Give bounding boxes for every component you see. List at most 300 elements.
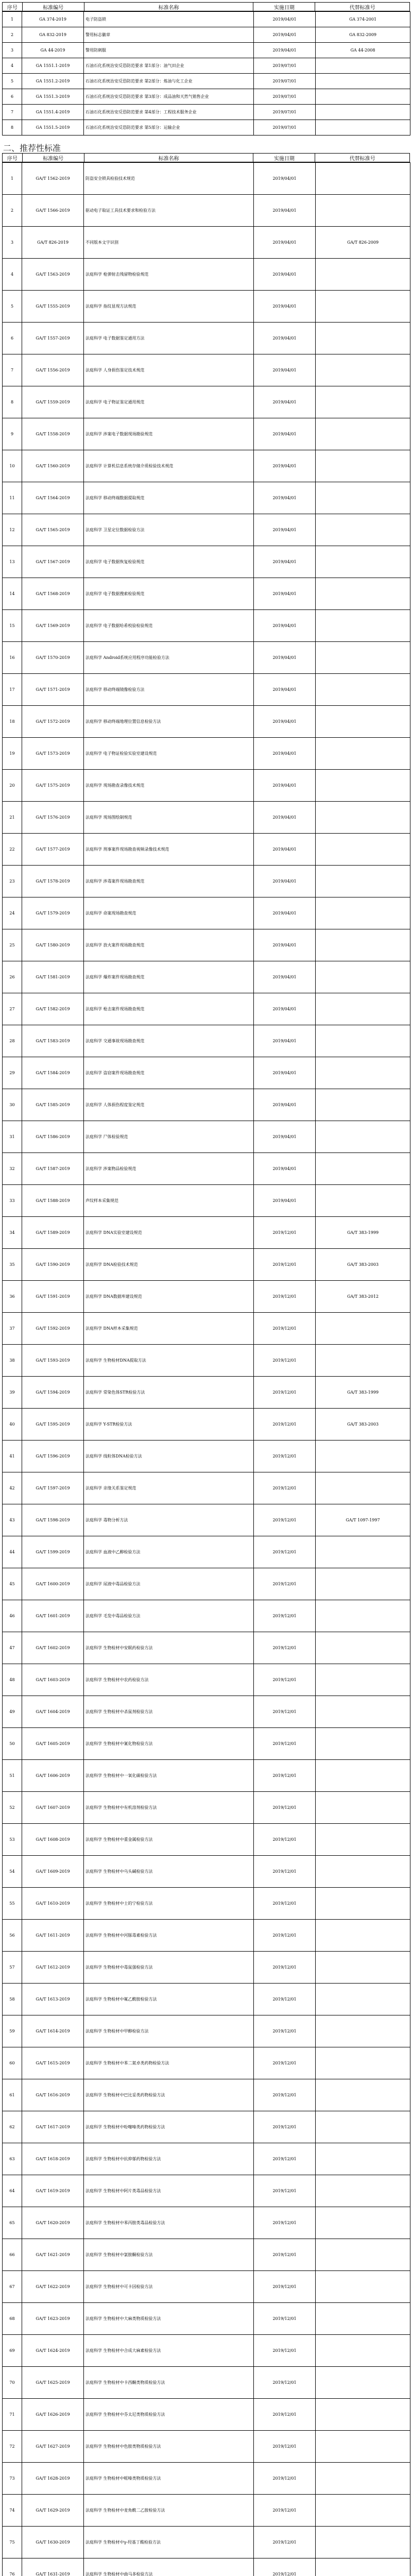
cell-date: 2019/12/01 (254, 2239, 316, 2271)
cell-code: GA/T 1613-2019 (22, 1984, 84, 2015)
cell-name: 法庭科学 生物检材中氯胺酮检验方法 (84, 2239, 254, 2271)
cell-replaces (316, 2335, 410, 2367)
cell-date: 2019/04/01 (254, 642, 316, 674)
cell-name: 法庭科学 生物检材中安眠药检验方法 (84, 1632, 254, 1664)
cell-name: 法庭科学 涉毒案件现场勘查规范 (84, 866, 254, 897)
cell-name: 不同版本文字识别 (84, 227, 254, 259)
cell-replaces (316, 323, 410, 354)
cell-index: 18 (3, 706, 22, 738)
table-row (3, 2015, 410, 2047)
cell-date: 2019/12/01 (254, 1600, 316, 1632)
cell-name: 电子防盗锁 (84, 12, 254, 27)
cell-replaces (316, 1632, 410, 1664)
cell-name: 法庭科学 卫星定位数据检验方法 (84, 514, 254, 546)
cell-name: 法庭科学 生物检材中苯丙胺类毒品检验方法 (84, 2207, 254, 2239)
cell-index: 68 (3, 2303, 22, 2335)
cell-name: 法庭科学 Y-STR检验方法 (84, 1409, 254, 1440)
table-row (3, 74, 410, 89)
cell-name: 法庭科学 电子数据鉴定通用方法 (84, 323, 254, 354)
cell-date: 2019/04/01 (254, 770, 316, 802)
cell-name: 法庭科学 生物检材中氰化物检验方法 (84, 1728, 254, 1760)
cell-index: 55 (3, 1888, 22, 1920)
cell-name: 法庭科学 生物检材中色胺类物质检验方法 (84, 2431, 254, 2463)
cell-date: 2019/12/01 (254, 1345, 316, 1377)
cell-name: 法庭科学 生物检材中苯二氮卓类药物检验方法 (84, 2047, 254, 2079)
cell-code: GA/T 1631-2019 (22, 2558, 84, 2576)
cell-name: 法庭科学 生物检材中卡西酮类物质检验方法 (84, 2367, 254, 2399)
cell-name: 法庭科学 电子数据搜索检验规范 (84, 578, 254, 610)
cell-index: 38 (3, 1345, 22, 1377)
table-row (3, 2047, 410, 2079)
table-row (3, 2463, 410, 2495)
cell-name: 法庭科学 生物检材中γ-羟基丁酸检验方法 (84, 2527, 254, 2558)
cell-replaces (316, 961, 410, 993)
cell-name: 警用标志徽章 (84, 27, 254, 43)
cell-date: 2019/12/01 (254, 2367, 316, 2399)
cell-index: 19 (3, 738, 22, 770)
cell-index: 75 (3, 2527, 22, 2558)
cell-date: 2019/04/01 (254, 610, 316, 642)
cell-name: 法庭科学 生物检材中重金属检验方法 (84, 1824, 254, 1856)
cell-replaces (316, 929, 410, 961)
cell-name: 法庭科学 放火案件现场勘查规范 (84, 929, 254, 961)
table-row (3, 578, 410, 610)
cell-index: 64 (3, 2175, 22, 2207)
cell-date: 2019/04/01 (254, 12, 316, 27)
cell-date: 2019/04/01 (254, 1153, 316, 1185)
cell-replaces (316, 578, 410, 610)
cell-replaces (316, 195, 410, 227)
cell-name: 法庭科学 涉案电子数据现场勘验规范 (84, 418, 254, 450)
table-row (3, 2303, 410, 2335)
cell-index: 54 (3, 1856, 22, 1888)
cell-code: GA/T 1562-2019 (22, 163, 84, 195)
cell-code: GA/T 1592-2019 (22, 1313, 84, 1345)
cell-code: GA/T 1625-2019 (22, 2367, 84, 2399)
cell-replaces (316, 2239, 410, 2271)
cell-code: GA/T 1582-2019 (22, 993, 84, 1025)
table-row (3, 195, 410, 227)
cell-replaces (316, 89, 410, 105)
cell-date: 2019/12/01 (254, 2399, 316, 2431)
table-row (3, 450, 410, 482)
cell-index: 4 (3, 58, 22, 74)
cell-name: 法庭科学 生物检材中吩噻嗪类药物检验方法 (84, 2111, 254, 2143)
cell-replaces: GA/T 383-2012 (316, 1281, 410, 1313)
table-row (3, 323, 410, 354)
cell-index: 47 (3, 1632, 22, 1664)
cell-date: 2019/12/01 (254, 1568, 316, 1600)
cell-name: 法庭科学 DNA数据库建设规范 (84, 1281, 254, 1313)
table-row (3, 2271, 410, 2303)
cell-date: 2019/04/01 (254, 482, 316, 514)
cell-replaces (316, 2558, 410, 2576)
cell-code: GA/T 1555-2019 (22, 291, 84, 323)
cell-name: 法庭科学 常染色体STR检验方法 (84, 1377, 254, 1409)
cell-code: GA/T 1567-2019 (22, 546, 84, 578)
cell-index: 5 (3, 291, 22, 323)
cell-code: GA/T 1610-2019 (22, 1888, 84, 1920)
table-row (3, 1057, 410, 1089)
cell-index: 5 (3, 74, 22, 89)
cell-date: 2019/12/01 (254, 1952, 316, 1984)
cell-replaces (316, 1345, 410, 1377)
cell-replaces (316, 610, 410, 642)
cell-index: 65 (3, 2207, 22, 2239)
table-row (3, 1760, 410, 1792)
cell-index: 6 (3, 323, 22, 354)
cell-index: 51 (3, 1760, 22, 1792)
cell-index: 50 (3, 1728, 22, 1760)
cell-name: 石油石化系统治安反恐防范要求 第5部分：运输企业 (84, 120, 254, 135)
table-row (3, 1984, 410, 2015)
cell-replaces (316, 120, 410, 135)
table-row (3, 1888, 410, 1920)
cell-name: 法庭科学 电子物证鉴定通用规范 (84, 386, 254, 418)
cell-name: 法庭科学 现场勘查录像技术规范 (84, 770, 254, 802)
cell-code: GA/T 1576-2019 (22, 802, 84, 834)
cell-date: 2019/12/01 (254, 2143, 316, 2175)
table-row (3, 1281, 410, 1313)
cell-name: 法庭科学 亲缘关系鉴定规范 (84, 1472, 254, 1504)
table-row (3, 227, 410, 259)
cell-name: 法庭科学 生物检材中一氧化碳检验方法 (84, 1760, 254, 1792)
cell-name: 法庭科学 涉案物品检验规范 (84, 1153, 254, 1185)
cell-replaces (316, 105, 410, 120)
cell-index: 21 (3, 802, 22, 834)
cell-name: 法庭科学 指纹显现方法规范 (84, 291, 254, 323)
table-row (3, 1664, 410, 1696)
table-row (3, 1153, 410, 1185)
cell-index: 25 (3, 929, 22, 961)
cell-replaces (316, 642, 410, 674)
cell-code: GA/T 1618-2019 (22, 2143, 84, 2175)
section2-header-row (2, 153, 410, 162)
cell-name: 法庭科学 生物检材中曲马多检验方法 (84, 2558, 254, 2576)
cell-name: 法庭科学 电子数据哈希校验检验规范 (84, 610, 254, 642)
cell-index: 53 (3, 1824, 22, 1856)
col-header-code: 标准编号 (22, 3, 84, 11)
cell-name: 石油石化系统治安反恐防范要求 第4部分：工程技术服务企业 (84, 105, 254, 120)
cell-name: 法庭科学 命案现场勘查规范 (84, 897, 254, 929)
cell-index: 58 (3, 1984, 22, 2015)
cell-name: 法庭科学 生物检材中有机溶剂检验方法 (84, 1792, 254, 1824)
table-row (3, 1728, 410, 1760)
cell-index: 32 (3, 1153, 22, 1185)
cell-name: 法庭科学 枪击案件现场勘查规范 (84, 993, 254, 1025)
cell-name: 石油石化系统治安反恐防范要求 第1部分：油气田企业 (84, 58, 254, 74)
cell-code: GA/T 1621-2019 (22, 2239, 84, 2271)
cell-code: GA/T 1598-2019 (22, 1504, 84, 1536)
cell-date: 2019/04/01 (254, 1025, 316, 1057)
cell-replaces: GA 832-2009 (316, 27, 410, 43)
cell-replaces (316, 1984, 410, 2015)
table-row (3, 418, 410, 450)
table-row (3, 2335, 410, 2367)
cell-date: 2019/12/01 (254, 2271, 316, 2303)
col-header-replace: 代替标准号 (315, 154, 410, 162)
cell-date: 2019/12/01 (254, 1440, 316, 1472)
cell-date: 2019/12/01 (254, 1696, 316, 1728)
table-row (3, 738, 410, 770)
cell-code: GA 832-2019 (22, 27, 84, 43)
cell-index: 39 (3, 1377, 22, 1409)
cell-name: 法庭科学 生物检材DNA提取方法 (84, 1345, 254, 1377)
cell-replaces (316, 1664, 410, 1696)
cell-index: 11 (3, 482, 22, 514)
cell-replaces (316, 1696, 410, 1728)
cell-replaces (316, 1952, 410, 1984)
table-row (3, 642, 410, 674)
cell-code: GA/T 1584-2019 (22, 1057, 84, 1089)
cell-replaces (316, 1792, 410, 1824)
cell-name: 警用防刺服 (84, 43, 254, 58)
cell-code: GA 1551.2-2019 (22, 74, 84, 89)
cell-replaces (316, 354, 410, 386)
cell-date: 2019/12/01 (254, 2175, 316, 2207)
table-row (3, 770, 410, 802)
cell-name: 法庭科学 生物检材中可卡因检验方法 (84, 2271, 254, 2303)
cell-date: 2019/04/01 (254, 354, 316, 386)
cell-replaces (316, 2175, 410, 2207)
cell-index: 52 (3, 1792, 22, 1824)
cell-code: GA/T 1571-2019 (22, 674, 84, 706)
cell-date: 2019/04/01 (254, 227, 316, 259)
cell-code: GA/T 1578-2019 (22, 866, 84, 897)
cell-code: GA/T 826-2019 (22, 227, 84, 259)
cell-code: GA/T 1568-2019 (22, 578, 84, 610)
cell-date: 2019/04/01 (254, 993, 316, 1025)
cell-replaces: GA/T 383-1999 (316, 1377, 410, 1409)
cell-name: 法庭科学 电子数据恢复检验规范 (84, 546, 254, 578)
cell-date: 2019/12/01 (254, 1217, 316, 1249)
cell-replaces (316, 1600, 410, 1632)
col-header-date: 实施日期 (253, 154, 315, 162)
cell-name: 法庭科学 DNA检验技术规范 (84, 1249, 254, 1281)
cell-code: GA/T 1559-2019 (22, 386, 84, 418)
cell-code: GA/T 1585-2019 (22, 1089, 84, 1121)
cell-date: 2019/04/01 (254, 386, 316, 418)
table-row (3, 120, 410, 135)
cell-date: 2019/12/01 (254, 2527, 316, 2558)
table-row (3, 1632, 410, 1664)
cell-code: GA/T 1601-2019 (22, 1600, 84, 1632)
cell-code: GA/T 1570-2019 (22, 642, 84, 674)
cell-date: 2019/12/01 (254, 2303, 316, 2335)
cell-index: 33 (3, 1185, 22, 1217)
cell-replaces (316, 2527, 410, 2558)
cell-code: GA/T 1615-2019 (22, 2047, 84, 2079)
cell-index: 57 (3, 1952, 22, 1984)
cell-code: GA/T 1590-2019 (22, 1249, 84, 1281)
cell-replaces (316, 450, 410, 482)
cell-name: 法庭科学 生物检材中毒鼠强检验方法 (84, 1952, 254, 1984)
cell-code: GA/T 1586-2019 (22, 1121, 84, 1153)
cell-name: 法庭科学 尸体检验规范 (84, 1121, 254, 1153)
cell-date: 2019/12/01 (254, 1249, 316, 1281)
table-row (3, 546, 410, 578)
cell-replaces (316, 1057, 410, 1089)
cell-name: 法庭科学 刑事案件现场勘查视频录像技术规范 (84, 834, 254, 866)
cell-replaces (316, 1089, 410, 1121)
cell-replaces (316, 802, 410, 834)
cell-replaces: GA/T 383-2003 (316, 1409, 410, 1440)
cell-index: 41 (3, 1440, 22, 1472)
table-row (3, 2495, 410, 2527)
cell-replaces (316, 259, 410, 291)
cell-code: GA/T 1608-2019 (22, 1824, 84, 1856)
table-row (3, 834, 410, 866)
cell-replaces (316, 163, 410, 195)
table-row (3, 674, 410, 706)
cell-name: 石油石化系统治安反恐防范要求 第2部分：炼油与化工企业 (84, 74, 254, 89)
cell-code: GA/T 1580-2019 (22, 929, 84, 961)
cell-date: 2019/04/01 (254, 1185, 316, 1217)
cell-code: GA/T 1627-2019 (22, 2431, 84, 2463)
cell-date: 2019/12/01 (254, 1984, 316, 2015)
cell-date: 2019/04/01 (254, 1057, 316, 1089)
cell-index: 34 (3, 1217, 22, 1249)
cell-code: GA/T 1609-2019 (22, 1856, 84, 1888)
cell-date: 2019/12/01 (254, 1504, 316, 1536)
table-row (3, 1952, 410, 1984)
cell-date: 2019/04/01 (254, 514, 316, 546)
col-header-index: 序号 (3, 154, 23, 162)
cell-code: GA/T 1619-2019 (22, 2175, 84, 2207)
cell-index: 8 (3, 386, 22, 418)
table-row (3, 897, 410, 929)
cell-code: GA/T 1569-2019 (22, 610, 84, 642)
cell-code: GA/T 1589-2019 (22, 1217, 84, 1249)
cell-replaces (316, 770, 410, 802)
cell-name: 法庭科学 电子物证检验实验室建设规范 (84, 738, 254, 770)
table-row (3, 2143, 410, 2175)
cell-index: 23 (3, 866, 22, 897)
section2-title: 二、推荐性标准 (3, 143, 61, 153)
cell-code: GA/T 1606-2019 (22, 1760, 84, 1792)
cell-name: 法庭科学 生物检材中氟乙酰胺检验方法 (84, 1984, 254, 2015)
col-header-date: 实施日期 (253, 3, 315, 11)
cell-code: GA/T 1624-2019 (22, 2335, 84, 2367)
cell-replaces (316, 2495, 410, 2527)
cell-replaces (316, 2047, 410, 2079)
cell-index: 76 (3, 2558, 22, 2576)
cell-replaces (316, 2079, 410, 2111)
cell-code: GA/T 1563-2019 (22, 259, 84, 291)
cell-index: 46 (3, 1600, 22, 1632)
cell-code: GA/T 1583-2019 (22, 1025, 84, 1057)
cell-index: 7 (3, 105, 22, 120)
cell-index: 45 (3, 1568, 22, 1600)
cell-replaces: GA 44-2008 (316, 43, 410, 58)
cell-date: 2019/04/01 (254, 546, 316, 578)
cell-index: 59 (3, 2015, 22, 2047)
col-header-code: 标准编号 (22, 154, 84, 162)
cell-index: 60 (3, 2047, 22, 2079)
cell-code: GA/T 1628-2019 (22, 2463, 84, 2495)
cell-code: GA/T 1596-2019 (22, 1440, 84, 1472)
cell-code: GA 1551.5-2019 (22, 120, 84, 135)
cell-index: 3 (3, 227, 22, 259)
cell-name: 法庭科学 生物检材中农药检验方法 (84, 1664, 254, 1696)
cell-date: 2019/12/01 (254, 2079, 316, 2111)
cell-index: 8 (3, 120, 22, 135)
cell-index: 73 (3, 2463, 22, 2495)
cell-index: 44 (3, 1536, 22, 1568)
cell-replaces (316, 1153, 410, 1185)
cell-name: 法庭科学 生物检材中巴比妥类药物检验方法 (84, 2079, 254, 2111)
cell-name: 法庭科学 生物检材中大麻类物质检验方法 (84, 2303, 254, 2335)
cell-code: GA/T 1564-2019 (22, 482, 84, 514)
cell-replaces (316, 2207, 410, 2239)
cell-code: GA/T 1560-2019 (22, 450, 84, 482)
cell-code: GA/T 1617-2019 (22, 2111, 84, 2143)
cell-date: 2019/04/01 (254, 43, 316, 58)
table-row (3, 1185, 410, 1217)
cell-name: 法庭科学 尿液中毒品检验方法 (84, 1568, 254, 1600)
cell-index: 22 (3, 834, 22, 866)
cell-replaces (316, 674, 410, 706)
table-row (3, 1792, 410, 1824)
cell-replaces (316, 1536, 410, 1568)
cell-index: 30 (3, 1089, 22, 1121)
cell-replaces: GA/T 1097-1997 (316, 1504, 410, 1536)
table-row (3, 514, 410, 546)
table-row (3, 1568, 410, 1600)
cell-code: GA/T 1626-2019 (22, 2399, 84, 2431)
cell-date: 2019/04/01 (254, 163, 316, 195)
cell-replaces: GA/T 826-2009 (316, 227, 410, 259)
cell-index: 42 (3, 1472, 22, 1504)
cell-replaces (316, 866, 410, 897)
table-row (3, 1025, 410, 1057)
cell-index: 1 (3, 163, 22, 195)
table-row (3, 1440, 410, 1472)
cell-replaces (316, 1760, 410, 1792)
cell-date: 2019/12/01 (254, 1760, 316, 1792)
cell-name: 法庭科学 生物检材中甲醇检验方法 (84, 2015, 254, 2047)
cell-name: 法庭科学 血液中乙醇检验方法 (84, 1536, 254, 1568)
cell-replaces (316, 1121, 410, 1153)
cell-name: 法庭科学 现场图绘制规范 (84, 802, 254, 834)
cell-date: 2019/12/01 (254, 1377, 316, 1409)
table-row (3, 961, 410, 993)
cell-date: 2019/12/01 (254, 1920, 316, 1952)
cell-index: 56 (3, 1920, 22, 1952)
cell-code: GA/T 1591-2019 (22, 1281, 84, 1313)
cell-replaces (316, 2399, 410, 2431)
cell-code: GA 1551.3-2019 (22, 89, 84, 105)
cell-index: 26 (3, 961, 22, 993)
cell-replaces (316, 1185, 410, 1217)
cell-name: 法庭科学 生物检材中阿片类毒品检验方法 (84, 2175, 254, 2207)
recommended-standards-table (2, 162, 410, 2576)
cell-replaces: GA 374-2001 (316, 12, 410, 27)
cell-code: GA/T 1630-2019 (22, 2527, 84, 2558)
cell-name: 法庭科学 盗窃案件现场勘查规范 (84, 1057, 254, 1089)
mandatory-standards-table (2, 11, 410, 135)
cell-code: GA 1551.1-2019 (22, 58, 84, 74)
table-row (3, 354, 410, 386)
cell-replaces (316, 1728, 410, 1760)
cell-name: 法庭科学 生物检材中抗抑郁药物检验方法 (84, 2143, 254, 2175)
cell-date: 2019/12/01 (254, 1281, 316, 1313)
table-row (3, 2399, 410, 2431)
table-row (3, 2239, 410, 2271)
cell-code: GA/T 1557-2019 (22, 323, 84, 354)
cell-date: 2019/07/01 (254, 58, 316, 74)
cell-index: 49 (3, 1696, 22, 1728)
